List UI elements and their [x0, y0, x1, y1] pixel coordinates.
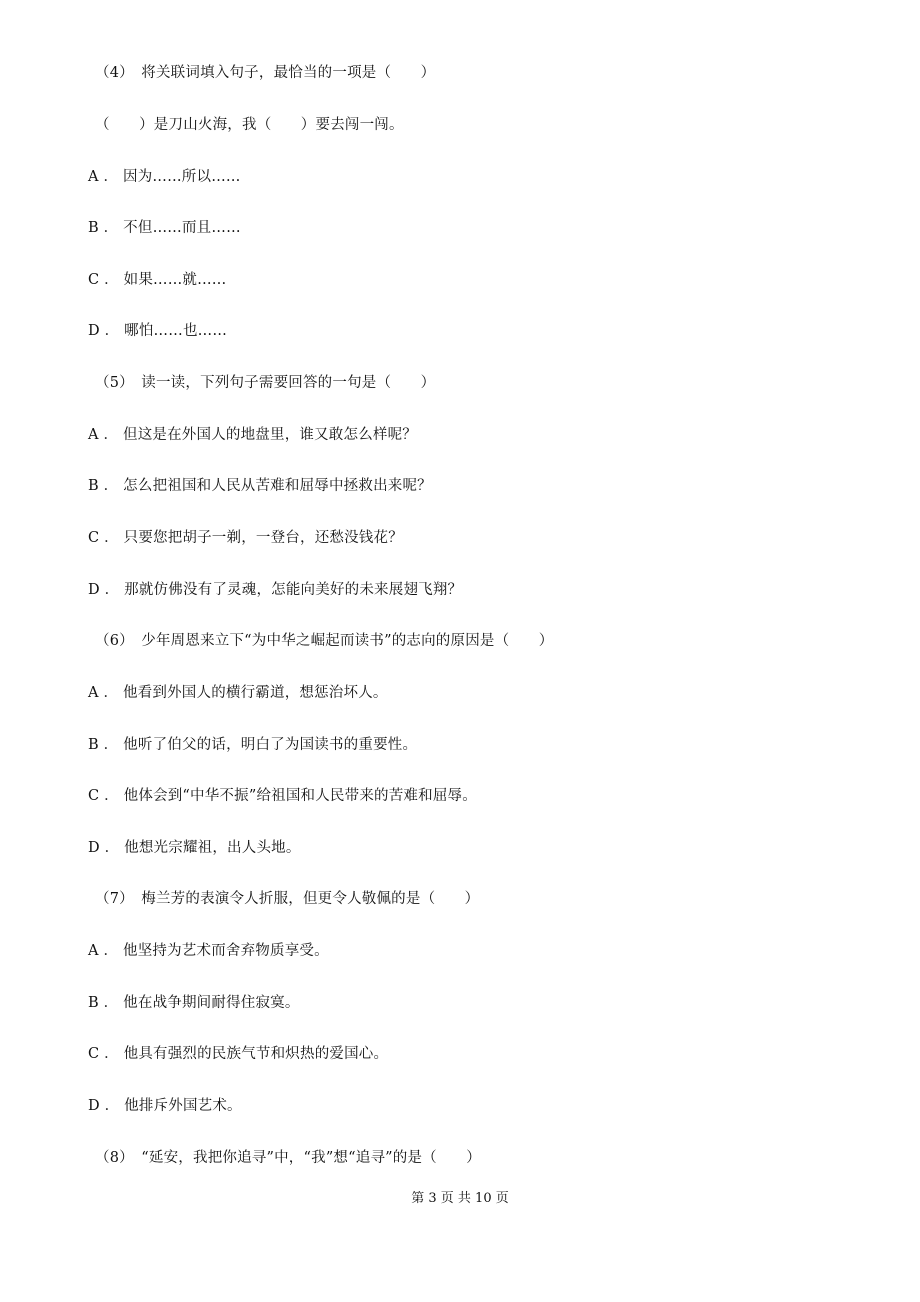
question-4-option-a: A ． 因为……所以……: [88, 169, 241, 185]
question-7-option-c: C ． 他具有强烈的民族气节和炽热的爱国心。: [88, 1046, 389, 1062]
question-5-option-a: A ． 但这是在外国人的地盘里，谁又敢怎么样呢？: [88, 427, 417, 443]
question-6-stem: （6） 少年周恩来立下“为中华之崛起而读书”的志向的原因是（ ）: [95, 633, 554, 649]
question-4-sentence: （ ）是刀山火海，我（ ）要去闯一闯。: [95, 117, 404, 133]
question-5-option-d: D ． 那就仿佛没有了灵魂，怎能向美好的未来展翅飞翔？: [88, 582, 463, 598]
question-4-option-b: B ． 不但……而且……: [88, 220, 241, 236]
question-7-option-b: B ． 他在战争期间耐得住寂寞。: [88, 995, 300, 1011]
question-7-option-d: D ． 他排斥外国艺术。: [88, 1098, 242, 1114]
question-6-option-d: D ． 他想光宗耀祖，出人头地。: [88, 840, 301, 856]
question-8-stem: （8） “延安，我把你追寻”中，“我”想“追寻”的是（ ）: [95, 1150, 481, 1166]
question-7-stem: （7） 梅兰芳的表演令人折服，但更令人敬佩的是（ ）: [95, 891, 480, 907]
question-6-option-c: C ． 他体会到“中华不振”给祖国和人民带来的苦难和屈辱。: [88, 788, 477, 804]
question-4-option-c: C ． 如果……就……: [88, 272, 227, 288]
question-4-option-d: D ． 哪怕……也……: [88, 323, 228, 339]
question-5-option-b: B ． 怎么把祖国和人民从苦难和屈辱中拯救出来呢？: [88, 478, 432, 494]
page-footer: 第 3 页 共 10 页: [411, 1191, 509, 1206]
question-7-option-a: A ． 他坚持为艺术而舍弃物质享受。: [88, 943, 329, 959]
question-5-option-c: C ． 只要您把胡子一剃，一登台，还愁没钱花？: [88, 530, 403, 546]
question-6-option-a: A ． 他看到外国人的横行霸道，想惩治坏人。: [88, 685, 388, 701]
question-6-option-b: B ． 他听了伯父的话，明白了为国读书的重要性。: [88, 737, 418, 753]
question-4-stem: （4） 将关联词填入句子，最恰当的一项是（ ）: [95, 65, 436, 81]
question-5-stem: （5） 读一读，下列句子需要回答的一句是（ ）: [95, 375, 436, 391]
